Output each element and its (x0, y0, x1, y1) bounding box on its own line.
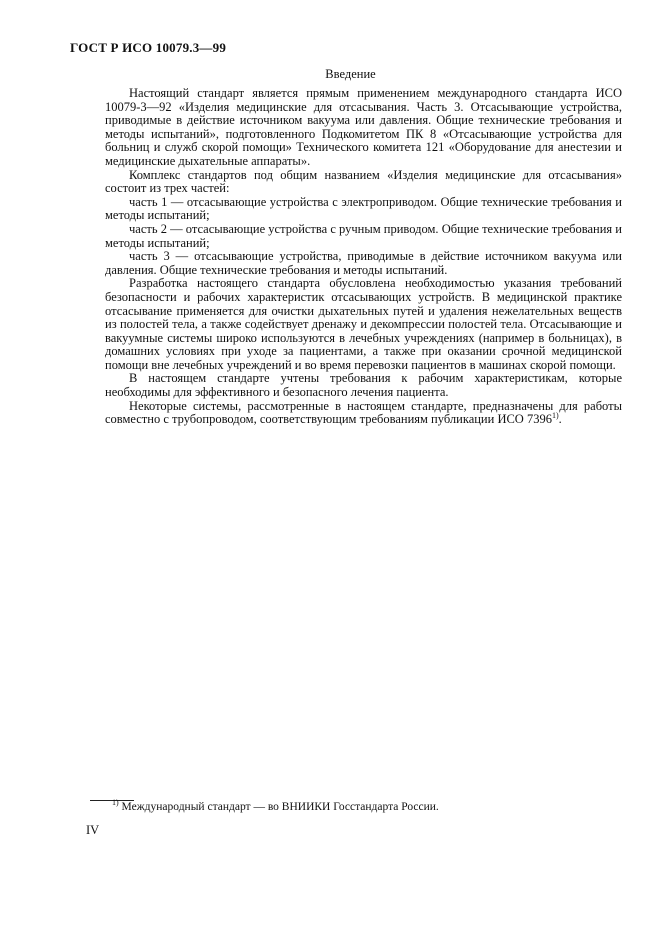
footnote-text: Международный стандарт — во ВНИИКИ Госстандарта России. (118, 801, 439, 813)
paragraph-rationale: Разработка настоящего стандарта обусловлена необходимостью указания требований безопасности и рабочих характеристик отсасывающих устройств. В медицинской практике отсасывание применяется для очистки дыхательных путей и удаления нежелательных веществ из полостей тела, а также содействует дренажу и декомпрессии полостей тела. Отсасывающие и вакуумные системы широко используются в лечебных учреждениях (например в больницах), в домашних условиях при уходе за пациентами, а также при оказании срочной медицинской помощи вне лечебных учреждений и во время перевозки пациентов в машинах скорой помощи. (105, 276, 622, 372)
paragraph-requirements: В настоящем стандарте учтены требования к рабочим характеристикам, которые необходимы для эффективного и безопасного лечения пациента. (105, 371, 622, 400)
list-item-part-3: часть 3 — отсасывающие устройства, приводимые в действие источником вакуума или давления. Общие технические требования и методы испытаний. (105, 249, 622, 277)
document-header: ГОСТ Р ИСО 10079.3—99 (70, 40, 227, 55)
page-number: IV (86, 823, 100, 837)
footnote (112, 798, 439, 813)
footnote-reference: 1) (551, 411, 559, 421)
footnote-marker: 1) (112, 798, 119, 808)
paragraph-pipeline-text: Некоторые системы, рассмотренные в настоящем стандарте, предназначены для работы совместно с трубопроводом, соответствующим требованиям публикации ИСО 7396 (105, 398, 622, 427)
body-text (105, 87, 622, 427)
paragraph-pipeline (105, 400, 622, 427)
list-item-part-2: часть 2 — отсасывающие устройства с ручным приводом. Общие технические требования и методы испытаний; (105, 221, 622, 250)
paragraph-intro: Настоящий стандарт является прямым применением международного стандарта ИСО 10079-3—92 «Изделия медицинские для отсасывания. Часть 3. Отсасывающие устройства, приводимые в действие источником вакуума или давления. Общие технические требования и методы испытаний», подготовленного Подкомитетом ПК 8 «Отсасывающие устройства для больниц и служб скорой помощи» Технического комитета 121 «Оборудование для анестезии и медицинские дыхательные аппараты». (105, 86, 622, 168)
paragraph-series: Комплекс стандартов под общим названием «Изделия медицинские для отсасывания» состоит из трех частей: (105, 167, 622, 196)
section-title: Введение (325, 67, 376, 81)
list-item-part-1: часть 1 — отсасывающие устройства с электроприводом. Общие технические требования и методы испытаний; (105, 194, 622, 223)
paragraph-pipeline-end: . (558, 412, 562, 427)
